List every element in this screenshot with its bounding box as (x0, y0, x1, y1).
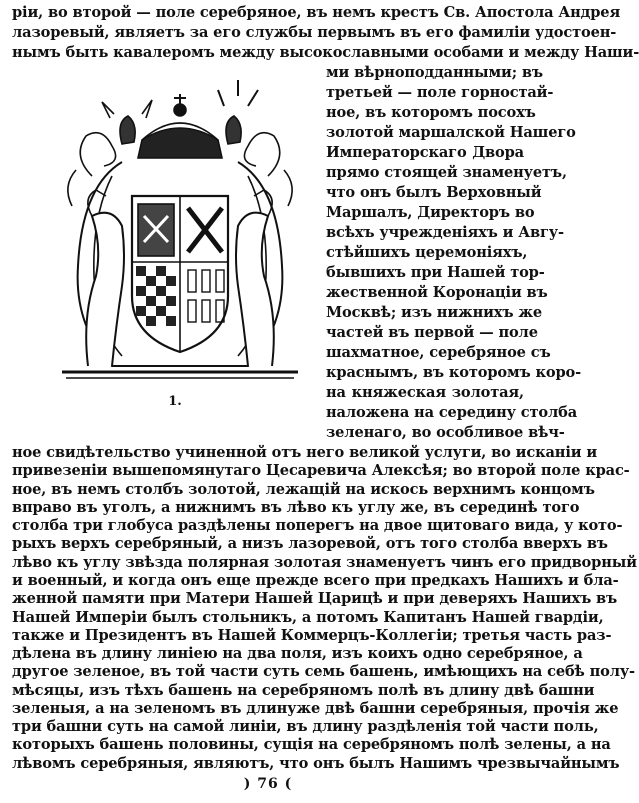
coat-of-arms-engraving (52, 66, 308, 386)
text-line: зеленыя, а на зеленомъ въ длинуже двѣ башни серебряныя, прочія же (12, 699, 619, 717)
figure-caption: 1. (168, 394, 182, 409)
text-line: жественной Коронаціи въ (326, 284, 548, 301)
text-line: наложена на середину столба (326, 404, 578, 421)
text-line: мѣсяцы, изъ тѣхъ башень на серебряномъ полѣ въ длину двѣ башни (12, 681, 595, 699)
text-line: на княжеская золотая, (326, 384, 524, 401)
text-line: третьей — поле горностай- (326, 84, 554, 101)
text-line: Москвѣ; изъ нижнихъ же (326, 304, 543, 321)
text-line: вправо въ уголъ, а нижнимъ въ лѣво къ углу же, въ серединѣ того (12, 498, 580, 516)
text-line: ное, въ которомъ посохъ (326, 104, 536, 121)
text-line: шахматное, серебряное съ (326, 344, 551, 361)
text-line: лазоревый, являетъ за его службы первымъ въ его фамиліи удостоен- (12, 24, 617, 41)
text-line: всѣхъ учрежденіяхъ и Авгу- (326, 224, 564, 241)
text-line: ріи, во второй — поле серебряное, въ немъ крестъ Св. Апостола Андрея (12, 4, 621, 21)
text-line: другое зеленое, въ той части суть семь башень, имѣющихъ на себѣ полу- (12, 663, 635, 681)
text-line: стѣйшихъ церемоніяхъ, (326, 244, 528, 261)
text-line: частей въ первой — поле (326, 324, 538, 341)
text-line: прямо стоящей знаменуетъ, (326, 164, 567, 181)
page-number: ) 76 ( (243, 776, 293, 792)
text-line: золотой маршалской Нашего (326, 124, 576, 141)
text-line: ное свидѣтельство учиненной отъ него великой услуги, во исканіи и (12, 444, 597, 461)
text-line: три башни суть на самой линіи, въ длину раздѣленія той части поль, (12, 718, 599, 736)
text-line: бывшихъ при Нашей тор- (326, 264, 545, 281)
text-line: и военный, и когда онъ еще прежде всего при предкахъ Нашихъ и бла- (12, 571, 619, 589)
text-line: также и Президентъ въ Нашей Коммерцъ-Коллегіи; третья часть раз- (12, 626, 612, 644)
text-line: краснымъ, въ которомъ коро- (326, 364, 582, 381)
text-line: что онъ былъ Верховный (326, 184, 542, 201)
text-line: рыхъ верхъ серебряный, а низъ лазоревой, отъ того столба вверхъ въ (12, 535, 608, 553)
text-line: лѣвомъ серебряныя, являютъ, что онъ былъ Нашимъ чрезвычайнымъ (12, 754, 620, 772)
text-line: столба три глобуса раздѣлены поперегъ на двое щитоваго вида, у кото- (12, 517, 623, 535)
text-line: привезеніи вышепомянутаго Цесаревича Алексѣя; во второй поле крас- (12, 462, 630, 480)
text-line: Нашей Имперіи былъ стольникъ, а потомъ Капитанъ Нашей гвардіи, (12, 608, 604, 626)
text-line: которыхъ башень половины, сущія на серебряномъ полѣ зелены, а на (12, 736, 611, 754)
text-line: Императорскаго Двора (326, 144, 524, 161)
text-line: нымъ быть кавалеромъ между высокославными особами и между Наши- (12, 44, 639, 61)
text-line: ми вѣрноподданными; въ (326, 64, 543, 81)
text-line: женной памяти при Матери Нашей Царицѣ и при деверяхъ Нашихъ въ (12, 590, 618, 608)
text-line: ное, въ немъ столбъ золотой, лежащій на искось верхнимъ концомъ (12, 480, 595, 498)
text-line: дѣлена въ длину линіею на два поля, изъ коихъ одно серебряное, а (12, 645, 583, 663)
text-line: зеленаго, во особливое вѣч- (326, 424, 565, 441)
text-line: лѣво къ углу звѣзда полярная золотая знаменуетъ чинъ его придворный (12, 553, 637, 571)
text-line: Маршалъ, Директоръ во (326, 204, 535, 221)
